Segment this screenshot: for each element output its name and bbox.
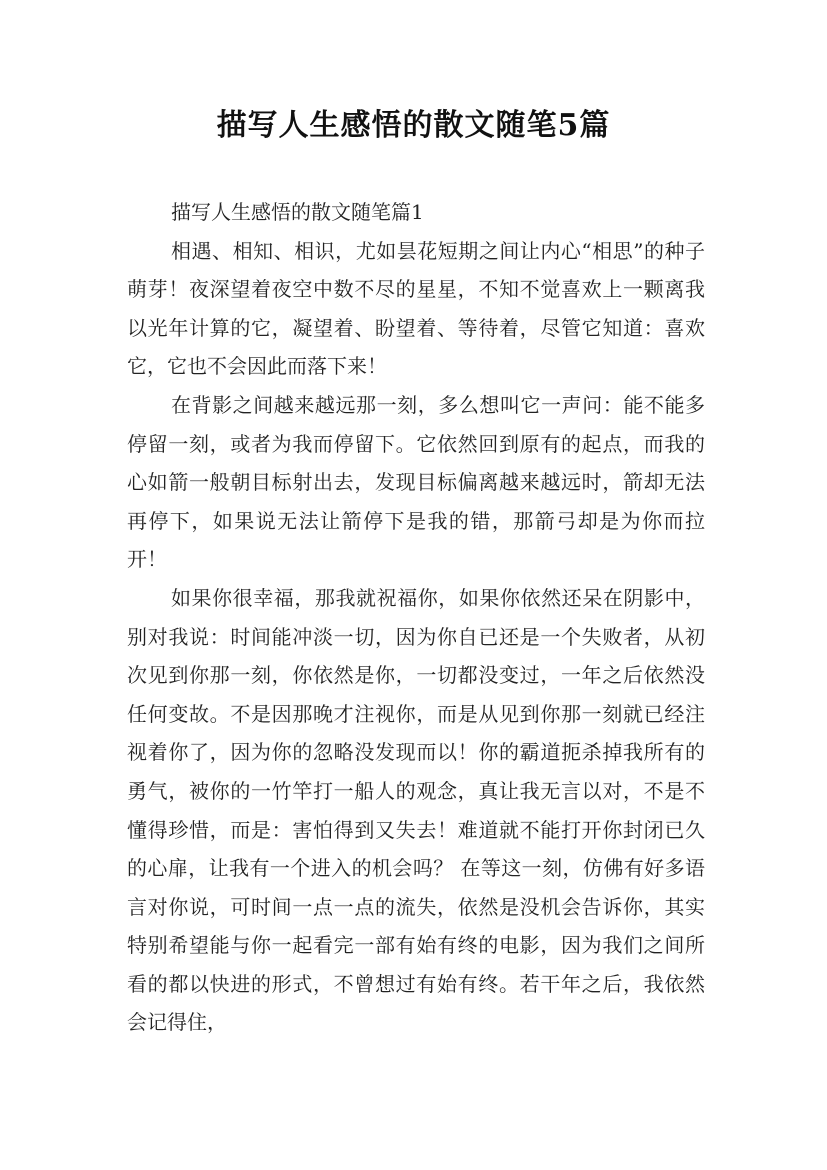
paragraph-2: 在背影之间越来越远那一刻，多么想叫它一声问：能不能多停留一刻，或者为我而停留下。它依然回到原有的起点，而我的心如箭一般朝目标射出去，发现目标偏离越来越远时，箭却无法再停下，如果说无法让箭停下是我的错，那箭弓却是为你而拉开！ xyxy=(127,392,705,572)
paragraph-1: 相遇、相知、相识，尤如昙花短期之间让内心“相思”的种子萌芽！夜深望着夜空中数不尽的星星，不知不觉喜欢上一颗离我以光年计算的它，凝望着、盼望着、等待着，尽管它知道：喜欢它，它也不会因此而落下来！ xyxy=(127,238,705,379)
section-heading: 描写人生感悟的散文随笔篇1 xyxy=(171,200,424,224)
document-body xyxy=(127,193,705,1042)
document-title: 描写人生感悟的散文随笔5篇 xyxy=(216,108,611,143)
paragraph-3: 如果你很幸福，那我就祝福你，如果你依然还呆在阴影中，别对我说：时间能冲淡一切，因为你自已还是一个失败者，从初次见到你那一刻，你依然是你，一切都没变过，一年之后依然没任何变故。不是因那晚才注视你，而是从见到你那一刻就已经注视着你了，因为你的忽略没发现而以！你的霸道扼杀掉我所有的勇气，被你的一竹竿打一船人的观念，真让我无言以对，不是不懂得珍惜，而是：害怕得到又失去！难道就不能打开你封闭已久的心扉，让我有一个进入的机会吗？ 在等这一刻，仿佛有好多语言对你说，可时间一点一点的流失，依然是没机会告诉你，其实特别希望能与你一起看完一部有始有终的电影，因为我们之间所看的都以快进的形式，不曾想过有始有终。若干年之后，我依然会记得住， xyxy=(127,585,705,1035)
